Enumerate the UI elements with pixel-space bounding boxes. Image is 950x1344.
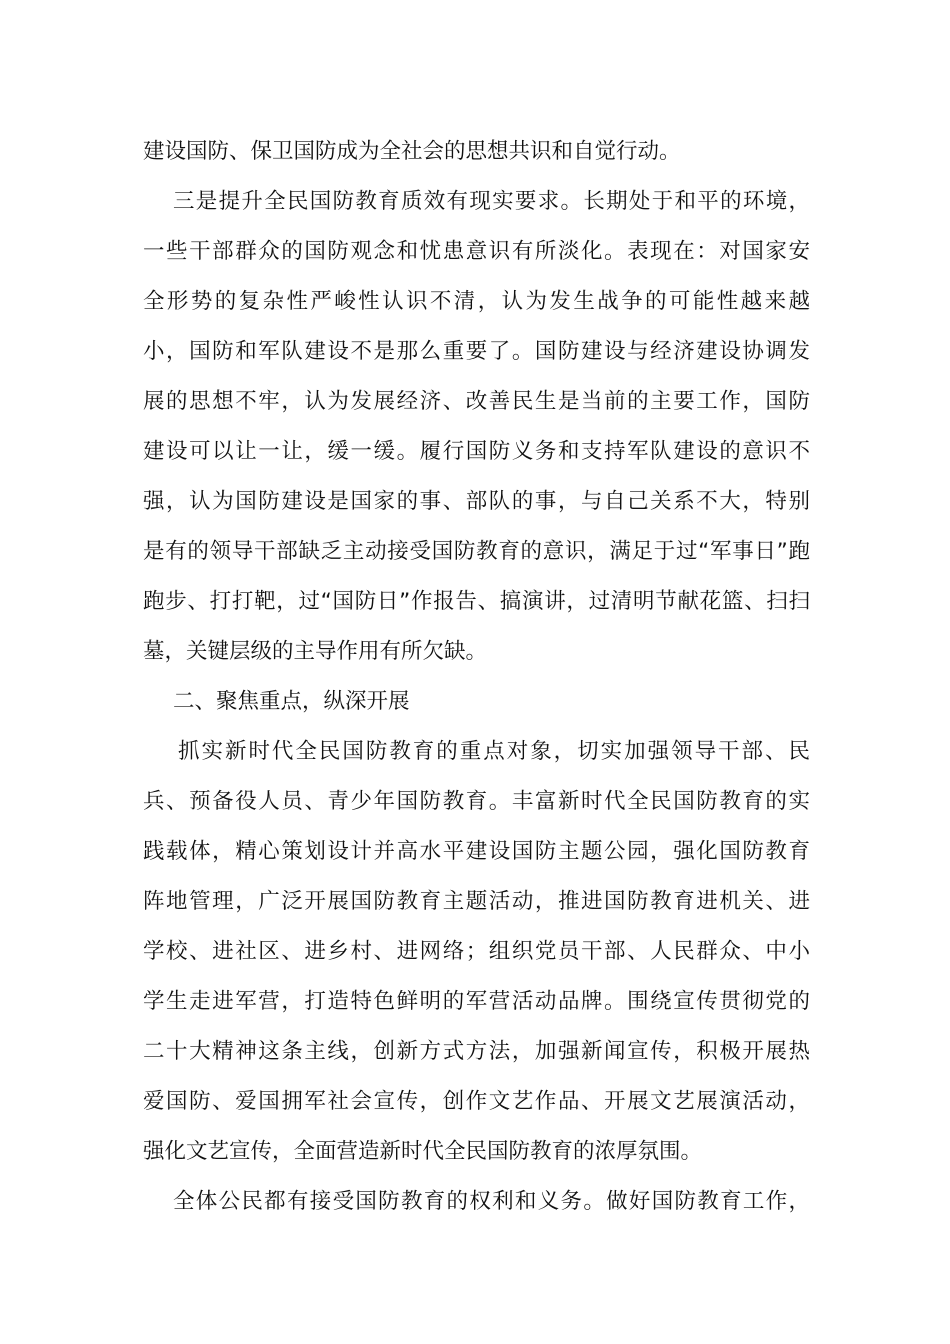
text-line: 阵地管理，广泛开展国防教育主题活动，推进国防教育进机关、进: [143, 889, 810, 914]
text-line: 墓，关键层级的主导作用有所欠缺。: [143, 639, 488, 664]
text-line: 是有的领导干部缺乏主动接受国防教育的意识，满足于过“军事日”跑: [143, 539, 810, 564]
text-line: 抓实新时代全民国防教育的重点对象，切实加强领导干部、民: [178, 739, 810, 764]
document-body: [143, 127, 810, 1227]
text-line: 学生走进军营，打造特色鲜明的军营活动品牌。围绕宣传贯彻党的: [143, 989, 810, 1014]
paragraph-3: [143, 727, 810, 1177]
paragraph-1: [143, 127, 810, 177]
text-line: 学校、进社区、进乡村、进网络；组织党员干部、人民群众、中小: [143, 939, 810, 964]
text-line: 爱国防、爱国拥军社会宣传，创作文艺作品、开展文艺展演活动，: [143, 1089, 810, 1114]
text-line: 全形势的复杂性严峻性认识不清，认为发生战争的可能性越来越: [143, 289, 810, 314]
text-line: 小，国防和军队建设不是那么重要了。国防建设与经济建设协调发: [143, 339, 810, 364]
paragraph-2: [143, 177, 810, 677]
text-line: 二十大精神这条主线，创新方式方法，加强新闻宣传，积极开展热: [143, 1039, 810, 1064]
text-line: 践载体，精心策划设计并高水平建设国防主题公园，强化国防教育: [143, 839, 810, 864]
text-line: 兵、预备役人员、青少年国防教育。丰富新时代全民国防教育的实: [143, 789, 810, 814]
text-line: 一些干部群众的国防观念和忧患意识有所淡化。表现在：对国家安: [143, 239, 810, 264]
paragraph-4: [143, 1177, 810, 1227]
text-line: 建设国防、保卫国防成为全社会的思想共识和自觉行动。: [143, 139, 681, 164]
text-line: 全体公民都有接受国防教育的权利和义务。做好国防教育工作，: [173, 1189, 810, 1214]
heading-text: 二、聚焦重点，纵深开展: [173, 689, 410, 714]
text-line: 强化文艺宣传，全面营造新时代全民国防教育的浓厚氛围。: [143, 1139, 703, 1164]
text-line: 建设可以让一让，缓一缓。履行国防义务和支持军队建设的意识不: [143, 439, 810, 464]
text-line: 跑步、打打靶，过“国防日”作报告、搞演讲，过清明节献花篮、扫扫: [143, 589, 810, 614]
text-line: 强，认为国防建设是国家的事、部队的事，与自己关系不大，特别: [143, 489, 810, 514]
text-line: 三是提升全民国防教育质效有现实要求。长期处于和平的环境，: [173, 189, 810, 214]
section-heading: [143, 677, 810, 727]
text-line: 展的思想不牢，认为发展经济、改善民生是当前的主要工作，国防: [143, 389, 810, 414]
